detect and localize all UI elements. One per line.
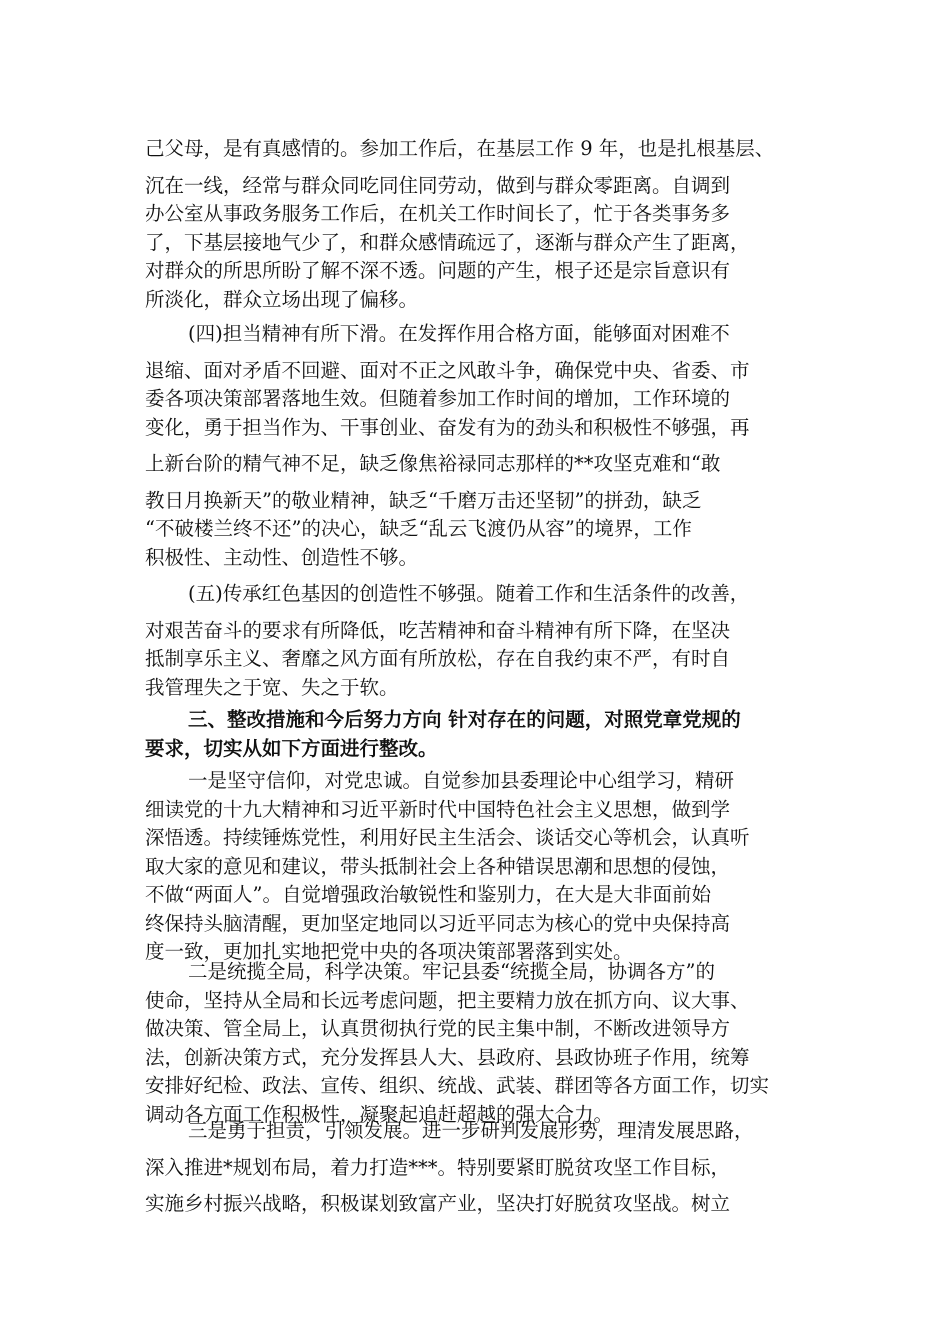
text-line: 做决策、管全局上，认真贯彻执行党的民主集中制，不断改进领导方 bbox=[145, 1017, 731, 1040]
paragraph-lead-development bbox=[145, 1117, 813, 1219]
text-line: 深悟透。持续锤炼党性，利用好民主生活会、谈话交心等机会，认真听 bbox=[145, 826, 750, 849]
text-line: 不做“两面人”。自觉增强政治敏锐性和鉴别力，在大是大非面前始 bbox=[145, 883, 711, 906]
paragraph-section-five-red-gene bbox=[145, 580, 813, 702]
text-line: 了，下基层接地气少了，和群众感情疏远了，逐渐与群众产生了距离， bbox=[145, 230, 750, 254]
heading-line: 三、整改措施和今后努力方向 针对存在的问题，对照党章党规的 bbox=[188, 708, 741, 731]
text-line: 沉在一线，经常与群众同吃同住同劳动，做到与群众零距离。自调到 bbox=[145, 173, 731, 197]
section-heading-rectification bbox=[145, 706, 813, 763]
heading-line: 要求，切实从如下方面进行整改。 bbox=[145, 736, 438, 760]
text-line: 己父母，是有真感情的。参加工作后，在基层工作 9 年，也是扎根基层、 bbox=[145, 137, 775, 160]
text-line: (五)传承红色基因的创造性不够强。随着工作和生活条件的改善， bbox=[188, 582, 750, 605]
text-line: 度一致，更加扎实地把党中央的各项决策部署落到实处。 bbox=[145, 940, 633, 963]
text-line: 一是坚守信仰，对党忠诚。自觉参加县委理论中心组学习，精研 bbox=[188, 769, 735, 792]
text-line: 对群众的所思所盼了解不深不透。问题的产生，根子还是宗旨意识有 bbox=[145, 259, 731, 282]
text-line: 取大家的意见和建议，带头抵制社会上各种错误思潮和思想的侵蚀， bbox=[145, 854, 731, 878]
text-line: 所淡化，群众立场出现了偏移。 bbox=[145, 287, 419, 311]
text-line: 三是勇于担责，引领发展。进一步研判发展形势，理清发展思路， bbox=[188, 1119, 754, 1142]
text-line: 变化，勇于担当作为、干事创业、奋发有为的劲头和积极性不够强，再 bbox=[145, 415, 750, 439]
text-line: 委各项决策部署落地生效。但随着参加工作时间的增加，工作环境的 bbox=[145, 387, 731, 410]
text-line: (四)担当精神有所下滑。在发挥作用合格方面，能够面对困难不 bbox=[188, 322, 730, 345]
text-line: 积极性、主动性、创造性不够。 bbox=[145, 545, 419, 569]
text-line: 调动各方面工作积极性，凝聚起追赶超越的强大合力。 bbox=[145, 1102, 614, 1126]
text-line: 细读党的十九大精神和习近平新时代中国特色社会主义思想，做到学 bbox=[145, 797, 731, 821]
text-line: 安排好纪检、政法、宣传、组织、统战、武装、群团等各方面工作，切实 bbox=[145, 1074, 770, 1097]
text-line: “不破楼兰终不还”的决心，缺乏“乱云飞渡仍从容”的境界，工作 bbox=[145, 517, 692, 540]
text-line: 实施乡村振兴战略，积极谋划致富产业，坚决打好脱贫攻坚战。树立 bbox=[145, 1192, 731, 1215]
text-line: 二是统揽全局，科学决策。牢记县委“统揽全局，协调各方”的 bbox=[188, 960, 715, 983]
text-line: 终保持头脑清醒，更加坚定地同以习近平同志为核心的党中央保持高 bbox=[145, 911, 731, 935]
paragraph-loyalty bbox=[145, 767, 813, 967]
text-line: 抵制享乐主义、奢靡之风方面有所放松，存在自我约束不严，有时自 bbox=[145, 647, 731, 670]
text-line: 使命，坚持从全局和长远考虑问题，把主要精力放在抓方向、议大事、 bbox=[145, 988, 750, 1012]
text-line: 办公室从事政务服务工作后，在机关工作时间长了，忙于各类事务多 bbox=[145, 202, 731, 225]
paragraph-section-four-responsibility bbox=[145, 320, 813, 572]
text-line: 深入推进*规划布局，着力打造***。特别要紧盯脱贫攻坚工作目标， bbox=[145, 1155, 731, 1179]
text-line: 退缩、面对矛盾不回避、面对不正之风敢斗争，确保党中央、省委、市 bbox=[145, 358, 750, 382]
text-line: 对艰苦奋斗的要求有所降低，吃苦精神和奋斗精神有所下降，在坚决 bbox=[145, 618, 731, 642]
text-line: 教日月换新天”的敬业精神，缺乏“千磨万击还坚韧”的拼劲，缺乏 bbox=[145, 488, 702, 512]
paragraph-overall-planning bbox=[145, 958, 813, 1129]
text-line: 法，创新决策方式，充分发挥县人大、县政府、县政协班子作用，统筹 bbox=[145, 1045, 750, 1069]
paragraph-rural-roots bbox=[145, 135, 813, 314]
text-line: 上新台阶的精气神不足，缺乏像焦裕禄同志那样的**攻坚克难和“敢 bbox=[145, 452, 721, 475]
text-line: 我管理失之于宽、失之于软。 bbox=[145, 675, 399, 699]
